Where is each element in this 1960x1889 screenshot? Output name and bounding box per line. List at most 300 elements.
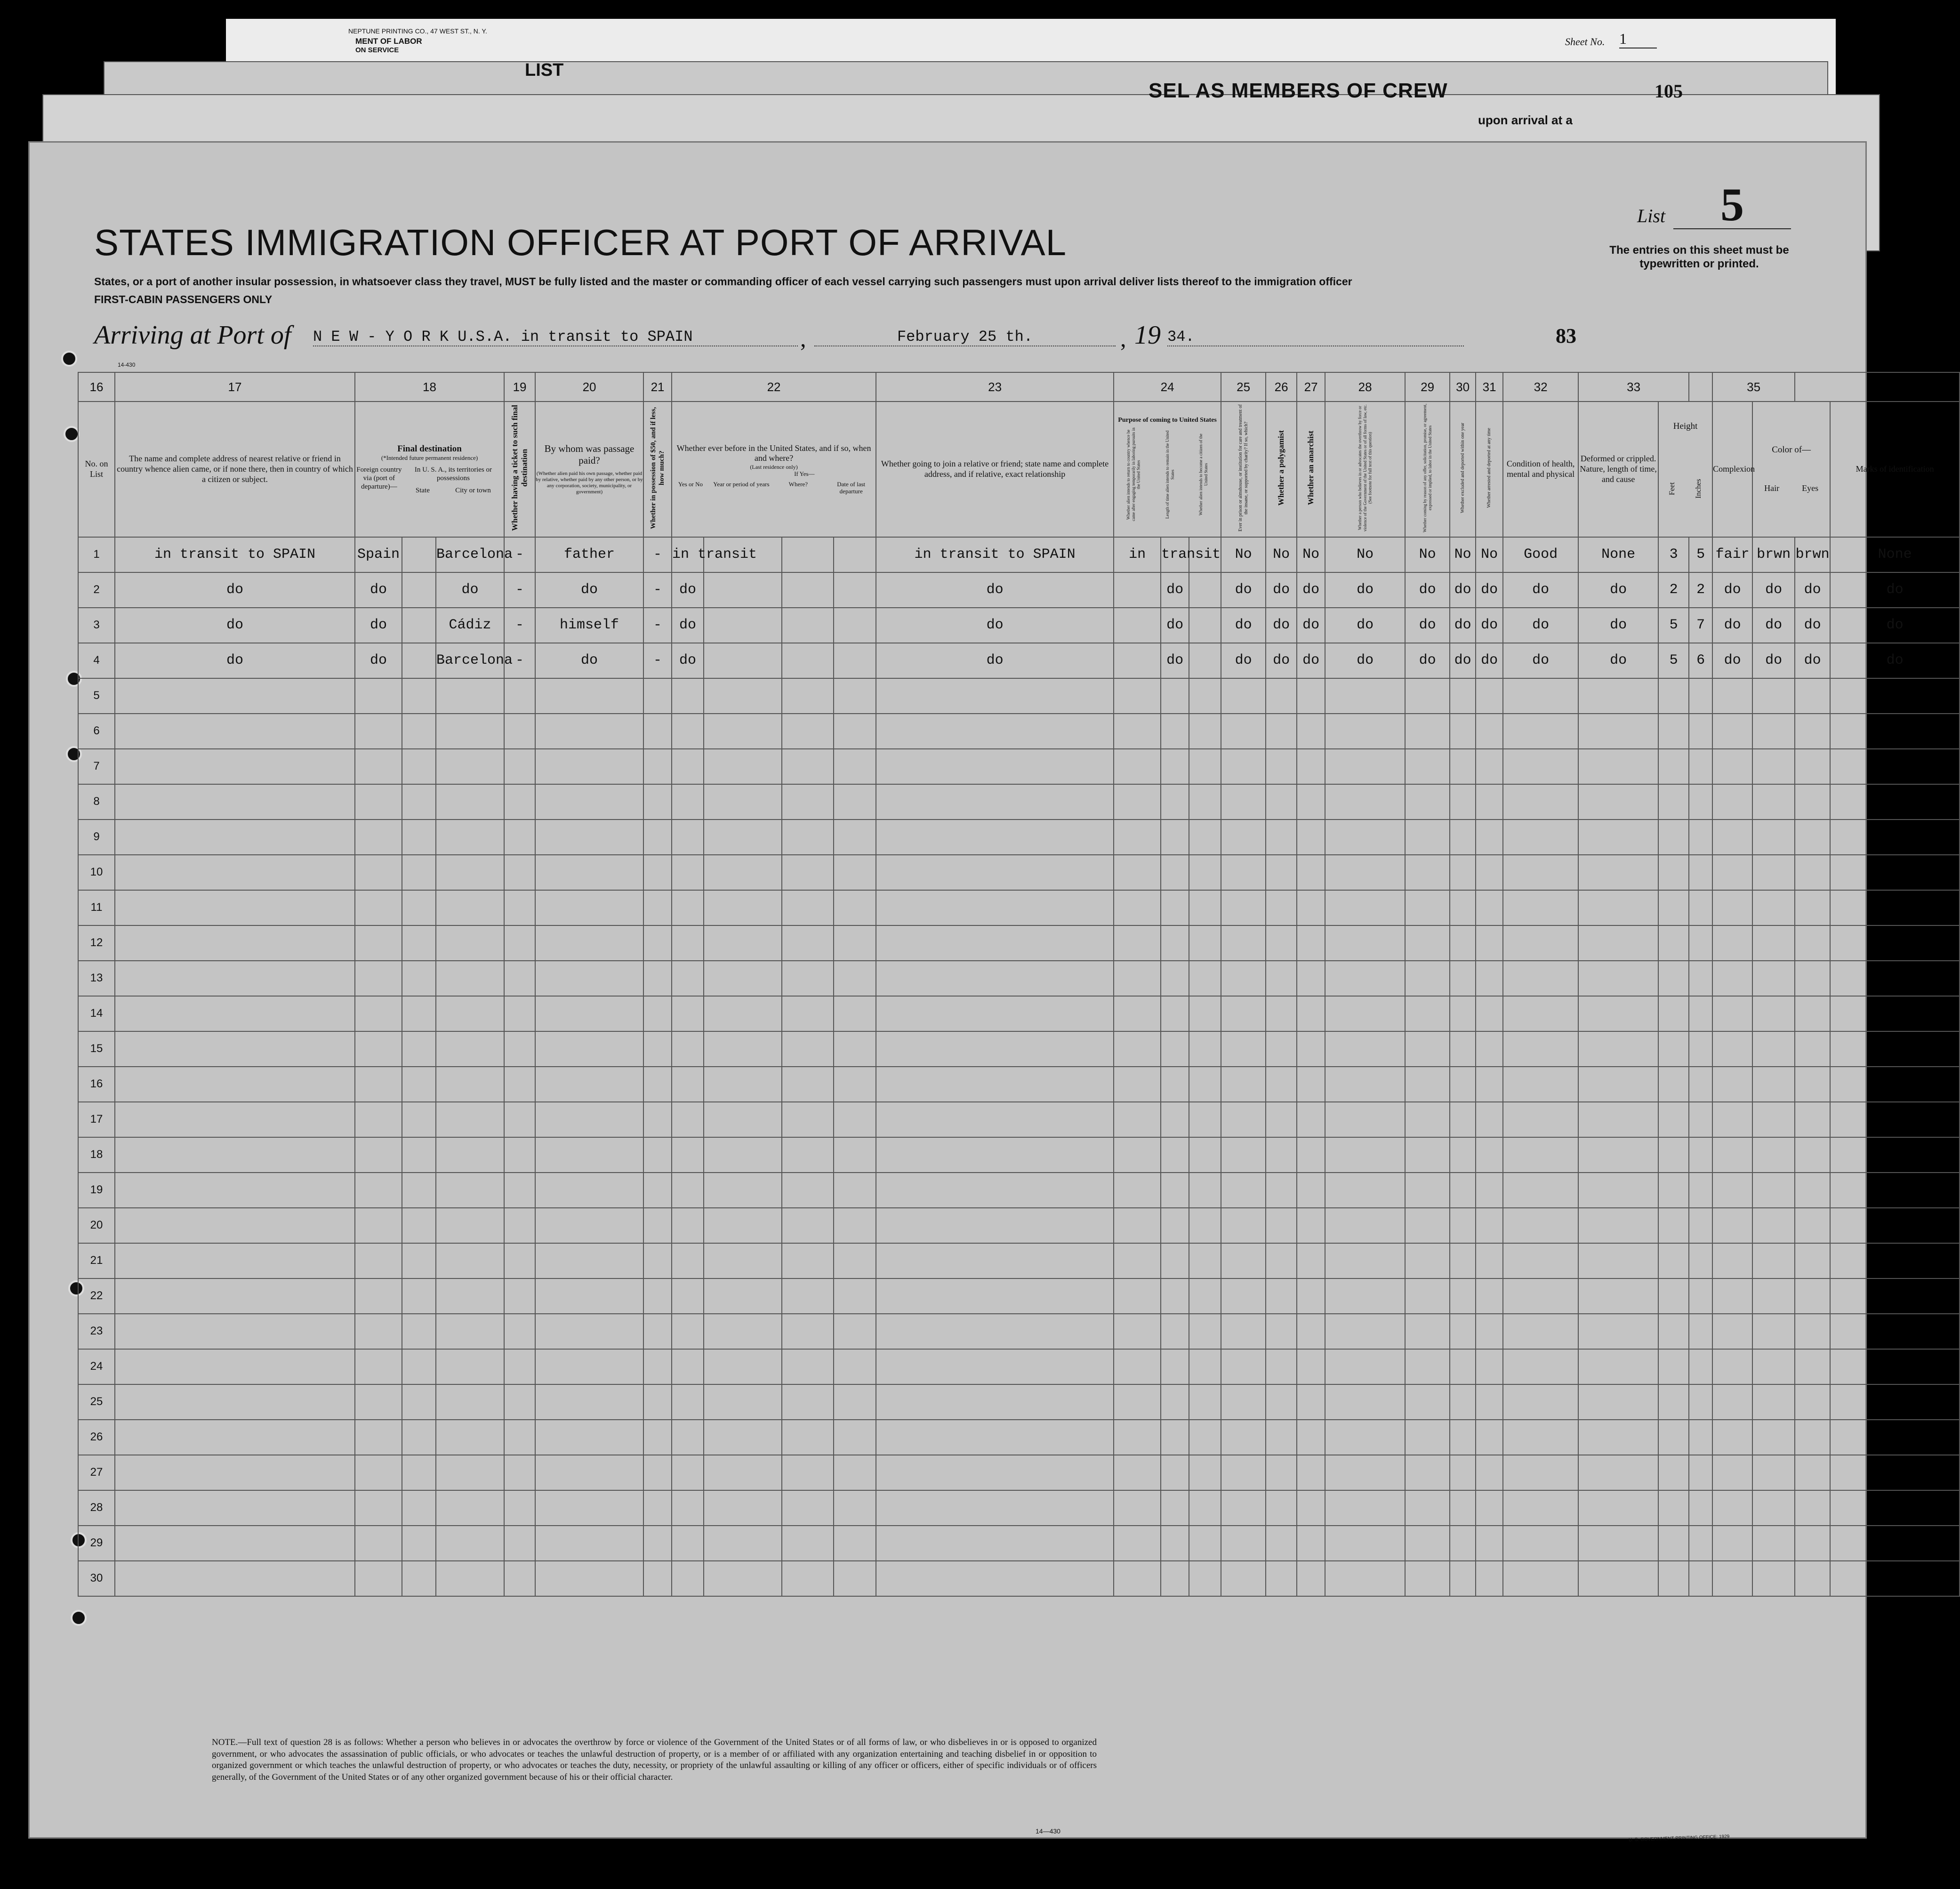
empty-cell bbox=[1161, 1490, 1189, 1526]
empty-cell bbox=[1476, 1208, 1503, 1243]
cell-marks: do bbox=[1830, 608, 1960, 643]
empty-cell bbox=[1189, 1314, 1221, 1349]
empty-cell bbox=[1266, 784, 1297, 820]
empty-cell bbox=[1189, 1455, 1221, 1490]
cell-hair: do bbox=[1752, 643, 1795, 678]
empty-cell bbox=[782, 820, 834, 855]
empty-cell bbox=[535, 1314, 643, 1349]
empty-cell bbox=[1221, 1137, 1266, 1173]
manifest-table bbox=[78, 372, 1960, 1597]
if-yes-label: If Yes— bbox=[794, 470, 815, 478]
empty-cell bbox=[1830, 1208, 1960, 1243]
empty-cell bbox=[1450, 1455, 1476, 1490]
empty-cell bbox=[834, 714, 876, 749]
empty-cell bbox=[782, 1173, 834, 1208]
col-number: 26 bbox=[1266, 372, 1297, 402]
empty-cell bbox=[1503, 855, 1578, 890]
empty-cell bbox=[1830, 1314, 1960, 1349]
cell-join: do bbox=[876, 608, 1114, 643]
empty-cell bbox=[1266, 855, 1297, 890]
empty-cell bbox=[1830, 749, 1960, 784]
port-field: N E W - Y O R K U.S.A. in transit to SPAIN bbox=[313, 328, 798, 346]
empty-cell bbox=[1114, 1349, 1161, 1384]
cell-marks: None bbox=[1830, 537, 1960, 572]
cell-p24b: do bbox=[1161, 643, 1189, 678]
cell-health: do bbox=[1503, 608, 1578, 643]
empty-cell bbox=[355, 1526, 402, 1561]
empty-cell bbox=[1114, 1490, 1161, 1526]
empty-cell bbox=[1795, 714, 1830, 749]
empty-cell bbox=[1578, 1102, 1658, 1137]
col-number: 28 bbox=[1325, 372, 1405, 402]
empty-cell bbox=[355, 1490, 402, 1526]
punch-hole bbox=[64, 426, 80, 442]
empty-cell bbox=[1325, 678, 1405, 714]
table-row-empty bbox=[78, 1067, 1960, 1102]
empty-cell bbox=[1114, 1067, 1161, 1102]
empty-cell bbox=[1712, 890, 1752, 925]
empty-cell bbox=[1189, 996, 1221, 1031]
empty-cell bbox=[1578, 1278, 1658, 1314]
empty-cell bbox=[1476, 749, 1503, 784]
empty-cell bbox=[1266, 1243, 1297, 1278]
empty-cell bbox=[504, 1561, 535, 1596]
empty-cell bbox=[1325, 1102, 1405, 1137]
empty-cell bbox=[436, 996, 504, 1031]
empty-cell bbox=[704, 1208, 782, 1243]
empty-cell bbox=[1476, 1349, 1503, 1384]
empty-cell bbox=[1689, 1031, 1712, 1067]
col-number: 18 bbox=[355, 372, 504, 402]
cell-feet: 5 bbox=[1658, 608, 1689, 643]
empty-cell bbox=[643, 1349, 672, 1384]
empty-cell bbox=[1161, 1384, 1189, 1420]
empty-cell bbox=[1752, 925, 1795, 961]
empty-cell bbox=[1752, 714, 1795, 749]
empty-cell bbox=[1189, 1420, 1221, 1455]
cell-ticket: - bbox=[504, 537, 535, 572]
empty-cell bbox=[1114, 855, 1161, 890]
empty-cell bbox=[1830, 925, 1960, 961]
empty-cell bbox=[1161, 890, 1189, 925]
empty-cell bbox=[1189, 1349, 1221, 1384]
row-number: 20 bbox=[78, 1208, 115, 1243]
empty-cell bbox=[1658, 678, 1689, 714]
empty-cell bbox=[402, 1526, 436, 1561]
empty-cell bbox=[504, 1208, 535, 1243]
cell-health: do bbox=[1503, 572, 1578, 608]
empty-cell bbox=[402, 1067, 436, 1102]
empty-cell bbox=[1325, 1278, 1405, 1314]
empty-cell bbox=[504, 855, 535, 890]
table-row-empty bbox=[78, 996, 1960, 1031]
empty-cell bbox=[1297, 1420, 1325, 1455]
empty-cell bbox=[1114, 1455, 1161, 1490]
empty-cell bbox=[1161, 855, 1189, 890]
empty-cell bbox=[402, 1208, 436, 1243]
empty-cell bbox=[355, 784, 402, 820]
empty-cell bbox=[1503, 1349, 1578, 1384]
empty-cell bbox=[1266, 1526, 1297, 1561]
empty-cell bbox=[1476, 996, 1503, 1031]
empty-cell bbox=[1221, 890, 1266, 925]
empty-cell bbox=[834, 1420, 876, 1455]
empty-cell bbox=[1221, 678, 1266, 714]
empty-cell bbox=[1266, 678, 1297, 714]
empty-cell bbox=[1161, 1349, 1189, 1384]
empty-cell bbox=[115, 855, 355, 890]
empty-cell bbox=[1405, 925, 1450, 961]
row-number: 22 bbox=[78, 1278, 115, 1314]
empty-cell bbox=[1114, 890, 1161, 925]
empty-cell bbox=[402, 961, 436, 996]
cell-ticket: - bbox=[504, 643, 535, 678]
empty-cell bbox=[643, 1102, 672, 1137]
empty-cell bbox=[1712, 1314, 1752, 1349]
empty-cell bbox=[355, 714, 402, 749]
punch-hole bbox=[71, 1610, 87, 1626]
empty-cell bbox=[436, 1278, 504, 1314]
cell-c25: No bbox=[1221, 537, 1266, 572]
empty-cell bbox=[1689, 678, 1712, 714]
empty-cell bbox=[402, 1137, 436, 1173]
empty-cell bbox=[1189, 678, 1221, 714]
empty-cell bbox=[1752, 784, 1795, 820]
empty-cell bbox=[115, 925, 355, 961]
cell-complexion: do bbox=[1712, 608, 1752, 643]
cell-fifty: - bbox=[643, 572, 672, 608]
empty-cell bbox=[1830, 1278, 1960, 1314]
table-row bbox=[78, 643, 1960, 678]
header-polygamist: Whether a polygamist bbox=[1276, 430, 1285, 506]
header-prison: Ever in prison or almshouse, or institution for care and treatment of the insane, or supported by charity? If so, which? bbox=[1237, 404, 1249, 531]
empty-cell bbox=[1503, 678, 1578, 714]
cell-p24c bbox=[1189, 572, 1221, 608]
empty-cell bbox=[1476, 1490, 1503, 1526]
empty-cell bbox=[1266, 1384, 1297, 1420]
cell-deformed: do bbox=[1578, 643, 1658, 678]
empty-cell bbox=[1114, 996, 1161, 1031]
empty-cell bbox=[672, 1455, 704, 1490]
empty-cell bbox=[672, 1243, 704, 1278]
empty-cell bbox=[1830, 784, 1960, 820]
table-row-empty bbox=[78, 1455, 1960, 1490]
empty-cell bbox=[1658, 1526, 1689, 1561]
empty-cell bbox=[402, 678, 436, 714]
header-passage-paid bbox=[535, 402, 643, 537]
empty-cell bbox=[672, 925, 704, 961]
empty-cell bbox=[535, 890, 643, 925]
empty-cell bbox=[1221, 1067, 1266, 1102]
table-row-empty bbox=[78, 678, 1960, 714]
empty-cell bbox=[402, 1314, 436, 1349]
cell-deformed: None bbox=[1578, 537, 1658, 572]
row-number: 6 bbox=[78, 714, 115, 749]
empty-cell bbox=[1712, 1384, 1752, 1420]
cell-relative: do bbox=[115, 608, 355, 643]
row-number: 10 bbox=[78, 855, 115, 890]
row-number: 15 bbox=[78, 1031, 115, 1067]
empty-cell bbox=[704, 1349, 782, 1384]
empty-cell bbox=[1297, 820, 1325, 855]
empty-cell bbox=[1476, 678, 1503, 714]
empty-cell bbox=[1752, 1137, 1795, 1173]
empty-cell bbox=[876, 1208, 1114, 1243]
empty-cell bbox=[1161, 1526, 1189, 1561]
previous-us-sub: (Last residence only) bbox=[750, 463, 798, 470]
empty-cell bbox=[876, 714, 1114, 749]
empty-cell bbox=[402, 1490, 436, 1526]
cell-c31: do bbox=[1476, 572, 1503, 608]
empty-cell bbox=[1795, 749, 1830, 784]
row-number: 17 bbox=[78, 1102, 115, 1137]
empty-cell bbox=[1795, 820, 1830, 855]
empty-cell bbox=[1405, 678, 1450, 714]
empty-cell bbox=[1161, 1420, 1189, 1455]
empty-cell bbox=[782, 1490, 834, 1526]
empty-cell bbox=[1450, 1314, 1476, 1349]
empty-cell bbox=[436, 1102, 504, 1137]
sheet-no-label: Sheet No. bbox=[1565, 36, 1605, 48]
table-row-empty bbox=[78, 1561, 1960, 1596]
cell-c26: No bbox=[1266, 537, 1297, 572]
empty-cell bbox=[1189, 1173, 1221, 1208]
empty-cell bbox=[1578, 961, 1658, 996]
empty-cell bbox=[1405, 1420, 1450, 1455]
empty-cell bbox=[1405, 784, 1450, 820]
empty-cell bbox=[704, 1314, 782, 1349]
cell-p24a bbox=[1114, 643, 1161, 678]
empty-cell bbox=[1476, 1102, 1503, 1137]
empty-cell bbox=[1795, 1384, 1830, 1420]
empty-cell bbox=[1795, 678, 1830, 714]
cell-fifty: - bbox=[643, 643, 672, 678]
empty-cell bbox=[436, 1561, 504, 1596]
empty-cell bbox=[672, 1173, 704, 1208]
cell-feet: 2 bbox=[1658, 572, 1689, 608]
cell-p24c bbox=[1189, 643, 1221, 678]
empty-cell bbox=[535, 1384, 643, 1420]
empty-cell bbox=[355, 1031, 402, 1067]
empty-cell bbox=[402, 1173, 436, 1208]
empty-cell bbox=[1450, 714, 1476, 749]
empty-cell bbox=[1658, 1243, 1689, 1278]
empty-cell bbox=[704, 1137, 782, 1173]
empty-cell bbox=[782, 1067, 834, 1102]
empty-cell bbox=[436, 855, 504, 890]
in-usa-label: In U. S. A., its territories or possessions bbox=[414, 466, 492, 482]
cell-city: do bbox=[436, 572, 504, 608]
empty-cell bbox=[876, 1137, 1114, 1173]
empty-cell bbox=[436, 749, 504, 784]
col-number: 20 bbox=[535, 372, 643, 402]
empty-cell bbox=[1578, 820, 1658, 855]
table-row-empty bbox=[78, 1208, 1960, 1243]
header-relative-address: The name and complete address of nearest relative or friend in country whence alien came, or if none there, then in country of which a citizen or subject. bbox=[115, 402, 355, 537]
empty-cell bbox=[876, 996, 1114, 1031]
empty-cell bbox=[1752, 1455, 1795, 1490]
table-row-empty bbox=[78, 1278, 1960, 1314]
header-deformed: Deformed or crippled. Nature, length of time, and cause bbox=[1578, 402, 1658, 537]
empty-cell bbox=[1476, 961, 1503, 996]
empty-cell bbox=[1795, 1102, 1830, 1137]
empty-cell bbox=[834, 1349, 876, 1384]
empty-cell bbox=[1266, 714, 1297, 749]
empty-cell bbox=[1658, 1137, 1689, 1173]
empty-cell bbox=[1266, 820, 1297, 855]
empty-cell bbox=[1114, 1420, 1161, 1455]
empty-cell bbox=[1189, 784, 1221, 820]
cell-year bbox=[704, 608, 782, 643]
empty-cell bbox=[782, 1349, 834, 1384]
empty-cell bbox=[1114, 1031, 1161, 1067]
empty-cell bbox=[876, 1067, 1114, 1102]
empty-cell bbox=[704, 1455, 782, 1490]
empty-cell bbox=[876, 925, 1114, 961]
cell-state bbox=[402, 537, 436, 572]
empty-cell bbox=[1658, 1490, 1689, 1526]
list-number: 5 bbox=[1673, 181, 1791, 229]
header-deported: Whether arrested and deported at any time bbox=[1486, 428, 1492, 508]
empty-cell bbox=[1221, 1349, 1266, 1384]
empty-cell bbox=[1450, 996, 1476, 1031]
empty-cell bbox=[1297, 1067, 1325, 1102]
empty-cell bbox=[1712, 1031, 1752, 1067]
empty-cell bbox=[1503, 749, 1578, 784]
empty-cell bbox=[1795, 1243, 1830, 1278]
empty-cell bbox=[1325, 1349, 1405, 1384]
cell-p24b: do bbox=[1161, 608, 1189, 643]
empty-cell bbox=[834, 1455, 876, 1490]
empty-cell bbox=[834, 1173, 876, 1208]
empty-cell bbox=[782, 749, 834, 784]
empty-cell bbox=[1578, 1526, 1658, 1561]
empty-cell bbox=[1476, 925, 1503, 961]
cell-c31: do bbox=[1476, 608, 1503, 643]
empty-cell bbox=[1189, 1278, 1221, 1314]
footnote-form-id: 14—430 bbox=[1036, 1827, 1060, 1835]
cell-yesno: in transit bbox=[672, 537, 704, 572]
empty-cell bbox=[402, 749, 436, 784]
empty-cell bbox=[704, 1102, 782, 1137]
empty-cell bbox=[1752, 890, 1795, 925]
cell-p24b: transit bbox=[1161, 537, 1189, 572]
empty-cell bbox=[1221, 714, 1266, 749]
empty-cell bbox=[834, 1384, 876, 1420]
date-comma: , bbox=[1120, 325, 1126, 352]
empty-cell bbox=[535, 925, 643, 961]
date-field: February 25 th. bbox=[814, 328, 1116, 346]
port-comma: , bbox=[800, 325, 806, 352]
empty-cell bbox=[1658, 820, 1689, 855]
empty-cell bbox=[1405, 1349, 1450, 1384]
empty-cell bbox=[1689, 1420, 1712, 1455]
empty-cell bbox=[115, 1102, 355, 1137]
empty-cell bbox=[1578, 996, 1658, 1031]
empty-cell bbox=[1450, 1243, 1476, 1278]
table-row-empty bbox=[78, 1526, 1960, 1561]
empty-cell bbox=[1795, 1278, 1830, 1314]
empty-cell bbox=[1325, 784, 1405, 820]
row-number: 21 bbox=[78, 1243, 115, 1278]
empty-cell bbox=[1752, 1208, 1795, 1243]
empty-cell bbox=[1161, 1173, 1189, 1208]
empty-cell bbox=[876, 1455, 1114, 1490]
cell-state bbox=[402, 608, 436, 643]
empty-cell bbox=[643, 1526, 672, 1561]
final-destination-sub: (*Intended future permanent residence) bbox=[381, 454, 478, 462]
header-no-on-list: No. on List bbox=[78, 402, 115, 537]
empty-cell bbox=[782, 1137, 834, 1173]
empty-cell bbox=[1712, 749, 1752, 784]
cell-state bbox=[402, 643, 436, 678]
empty-cell bbox=[1795, 961, 1830, 996]
empty-cell bbox=[1476, 1455, 1503, 1490]
empty-cell bbox=[1476, 1031, 1503, 1067]
empty-cell bbox=[704, 1490, 782, 1526]
empty-cell bbox=[1450, 820, 1476, 855]
empty-cell bbox=[1503, 1102, 1578, 1137]
empty-cell bbox=[402, 890, 436, 925]
empty-cell bbox=[115, 749, 355, 784]
cell-inches: 6 bbox=[1689, 643, 1712, 678]
empty-cell bbox=[1450, 749, 1476, 784]
empty-cell bbox=[876, 678, 1114, 714]
empty-cell bbox=[1712, 714, 1752, 749]
empty-cell bbox=[834, 1278, 876, 1314]
empty-cell bbox=[436, 890, 504, 925]
empty-cell bbox=[436, 784, 504, 820]
empty-cell bbox=[1325, 890, 1405, 925]
empty-cell bbox=[1830, 1102, 1960, 1137]
empty-cell bbox=[834, 996, 876, 1031]
empty-cell bbox=[1189, 890, 1221, 925]
empty-cell bbox=[1325, 749, 1405, 784]
empty-cell bbox=[1189, 1490, 1221, 1526]
empty-cell bbox=[704, 1420, 782, 1455]
empty-cell bbox=[1578, 1349, 1658, 1384]
empty-cell bbox=[834, 1490, 876, 1526]
cell-deformed: do bbox=[1578, 572, 1658, 608]
empty-cell bbox=[1503, 890, 1578, 925]
cell-fifty: - bbox=[643, 537, 672, 572]
empty-cell bbox=[876, 1349, 1114, 1384]
empty-cell bbox=[1405, 890, 1450, 925]
empty-cell bbox=[1450, 1278, 1476, 1314]
empty-cell bbox=[1658, 1561, 1689, 1596]
cell-relative: in transit to SPAIN bbox=[115, 537, 355, 572]
empty-cell bbox=[1689, 1278, 1712, 1314]
empty-cell bbox=[1405, 1314, 1450, 1349]
empty-cell bbox=[1325, 820, 1405, 855]
cell-c29: do bbox=[1405, 643, 1450, 678]
empty-cell bbox=[876, 1526, 1114, 1561]
empty-cell bbox=[436, 1420, 504, 1455]
row-number: 29 bbox=[78, 1526, 115, 1561]
empty-cell bbox=[1658, 1349, 1689, 1384]
feet-label: Feet bbox=[1668, 482, 1676, 495]
table-row-empty bbox=[78, 1173, 1960, 1208]
empty-cell bbox=[1450, 1208, 1476, 1243]
empty-cell bbox=[1712, 1420, 1752, 1455]
empty-cell bbox=[1712, 1455, 1752, 1490]
empty-cell bbox=[1325, 1561, 1405, 1596]
cell-p24a: in bbox=[1114, 537, 1161, 572]
cell-c30: do bbox=[1450, 572, 1476, 608]
empty-cell bbox=[1405, 1102, 1450, 1137]
instruction-text: States, or a port of another insular possession, in whatsoever class they travel, MUST be fully listed and the master or commanding officer of each vessel carrying such passengers must upon arrival deliver lists thereof to the immigration officer bbox=[94, 275, 1352, 288]
empty-cell bbox=[1752, 1420, 1795, 1455]
